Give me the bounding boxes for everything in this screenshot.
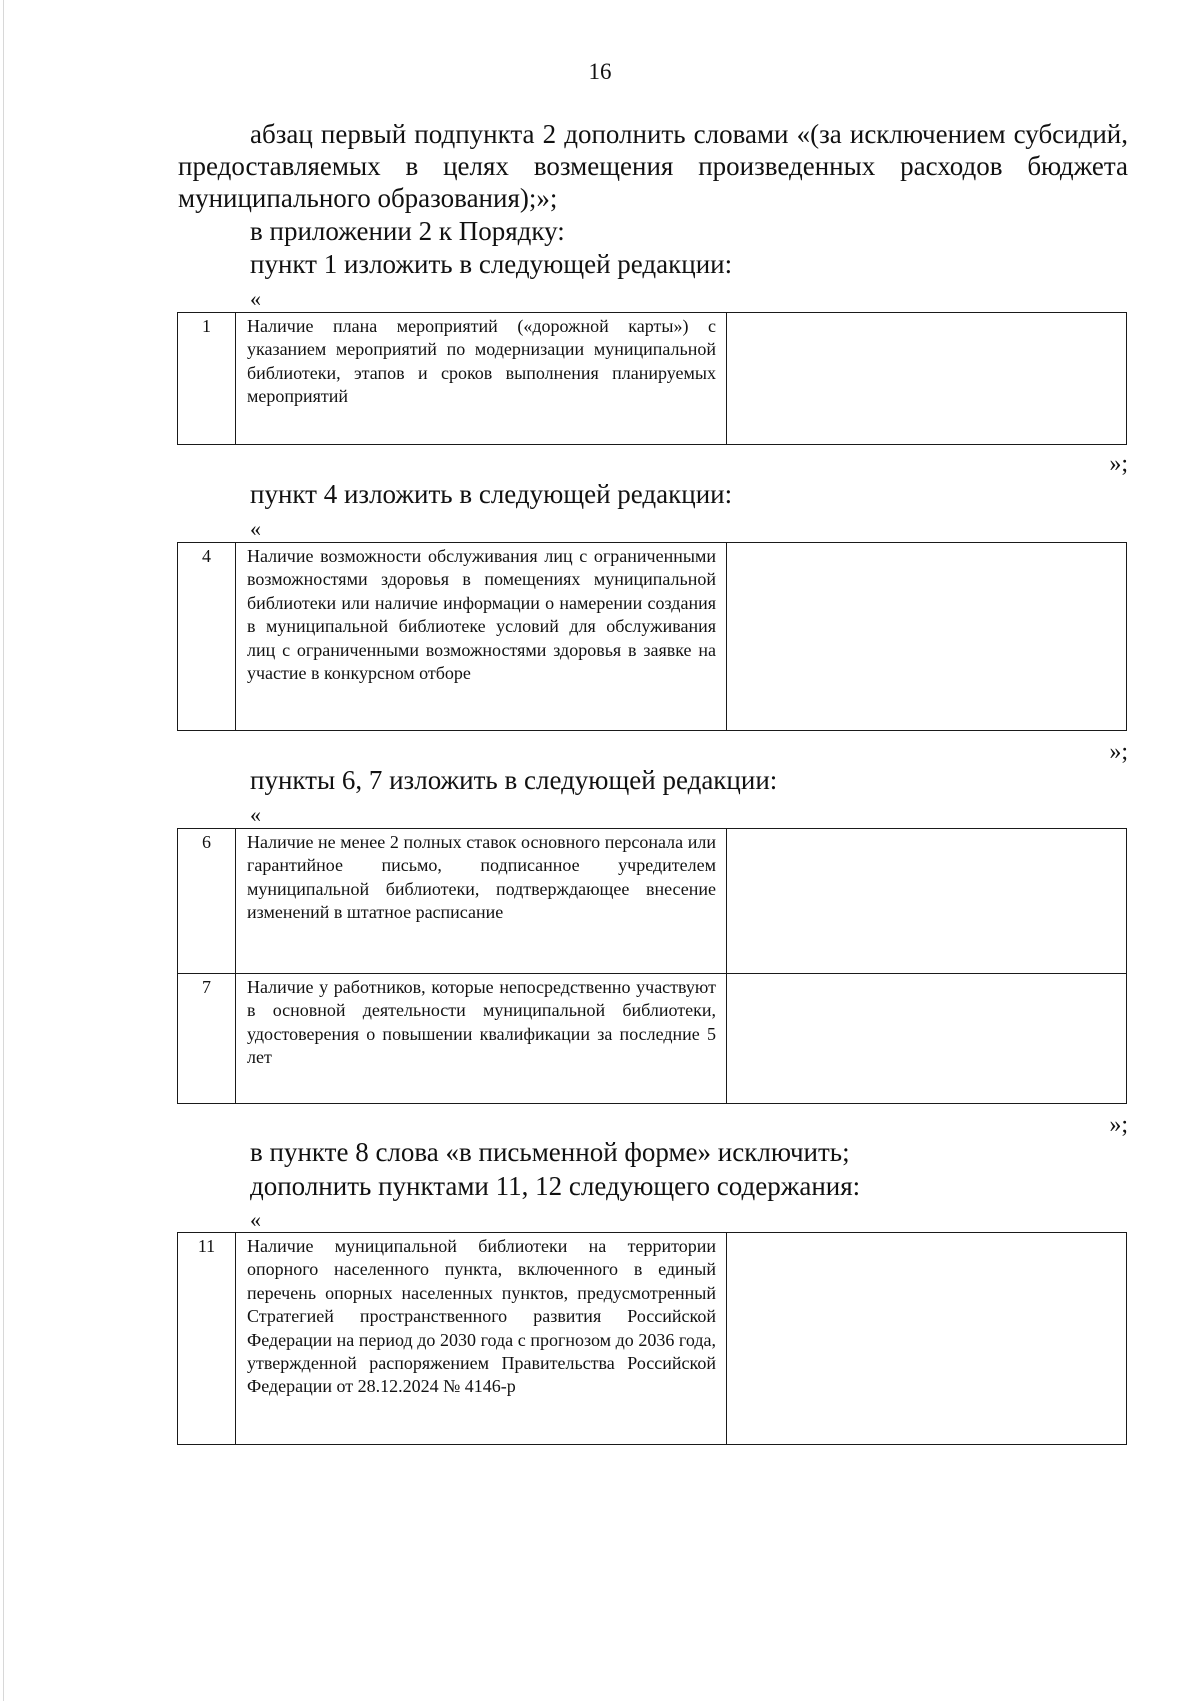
table-point-1 xyxy=(177,312,1127,445)
paragraph-points-11-12: дополнить пунктами 11, 12 следующего содержания: xyxy=(250,1171,861,1201)
table-point-4 xyxy=(177,542,1127,731)
row-number: 4 xyxy=(178,543,236,731)
row-description: Наличие у работников, которые непосредственно участвуют в основной деятельности муниципальной библиотеки, удостоверения о повышении квалификации за последние 5 лет xyxy=(247,977,716,1068)
quote-close-2: »; xyxy=(1109,739,1128,765)
row-empty-cell xyxy=(727,1233,1127,1445)
page-number: 16 xyxy=(588,59,612,84)
row-empty-cell xyxy=(727,313,1127,445)
quote-close-1: »; xyxy=(1109,451,1128,477)
quote-close-3: »; xyxy=(1109,1112,1128,1138)
table-row xyxy=(178,829,1127,974)
row-empty-cell xyxy=(727,543,1127,731)
quote-open-3: « xyxy=(250,802,261,827)
row-description: Наличие не менее 2 полных ставок основного персонала или гарантийное письмо, подписанное учредителем муниципальной библиотеки, подтверждающее внесение изменений в штатное расписание xyxy=(247,832,716,923)
quote-open-2: « xyxy=(250,516,261,541)
row-number: 7 xyxy=(178,974,236,1104)
row-empty-cell xyxy=(727,829,1127,974)
table-row xyxy=(178,1233,1127,1445)
quote-open-1: « xyxy=(250,286,261,311)
row-description: Наличие возможности обслуживания лиц с ограниченными возможностями здоровья в помещениях муниципальной библиотеки или наличие информации о намерении создания в муниципальной библиотеке условий для обслуживания лиц с ограниченными возможностями здоровья в заявке на участие в конкурсном отборе xyxy=(247,546,716,684)
paragraph-points-6-7: пункты 6, 7 изложить в следующей редакции: xyxy=(250,765,778,795)
table-row xyxy=(178,543,1127,731)
quote-open-4: « xyxy=(250,1207,261,1232)
table-row xyxy=(178,974,1127,1104)
row-number: 1 xyxy=(178,313,236,445)
paragraph-amendment-subsidies: абзац первый подпункта 2 дополнить словами «(за исключением субсидий, предоставляемых в целях возмещения произведенных расходов бюджета муниципального образования);»; xyxy=(178,119,1128,213)
row-number: 6 xyxy=(178,829,236,974)
paragraph-point-8: в пункте 8 слова «в письменной форме» исключить; xyxy=(250,1137,850,1167)
row-empty-cell xyxy=(727,974,1127,1104)
paragraph-appendix-2: в приложении 2 к Порядку: xyxy=(250,216,565,246)
row-number: 11 xyxy=(178,1233,236,1445)
scan-edge-line xyxy=(3,0,4,1701)
paragraph-point-4: пункт 4 изложить в следующей редакции: xyxy=(250,479,733,509)
row-description: Наличие плана мероприятий («дорожной карты») с указанием мероприятий по модернизации муниципальной библиотеки, этапов и сроков выполнения планируемых мероприятий xyxy=(247,316,716,407)
table-point-11 xyxy=(177,1232,1127,1445)
paragraph-point-1: пункт 1 изложить в следующей редакции: xyxy=(250,249,733,279)
table-points-6-7 xyxy=(177,828,1127,1104)
table-row xyxy=(178,313,1127,445)
row-description: Наличие муниципальной библиотеки на территории опорного населенного пункта, включенного в единый перечень опорных населенных пунктов, предусмотренный Стратегией пространственного развития Российской Федерации на период до 2030 года с прогнозом до 2036 года, утвержденной распоряжением Правительства Российской Федерации от 28.12.2024 № 4146-р xyxy=(247,1236,716,1397)
